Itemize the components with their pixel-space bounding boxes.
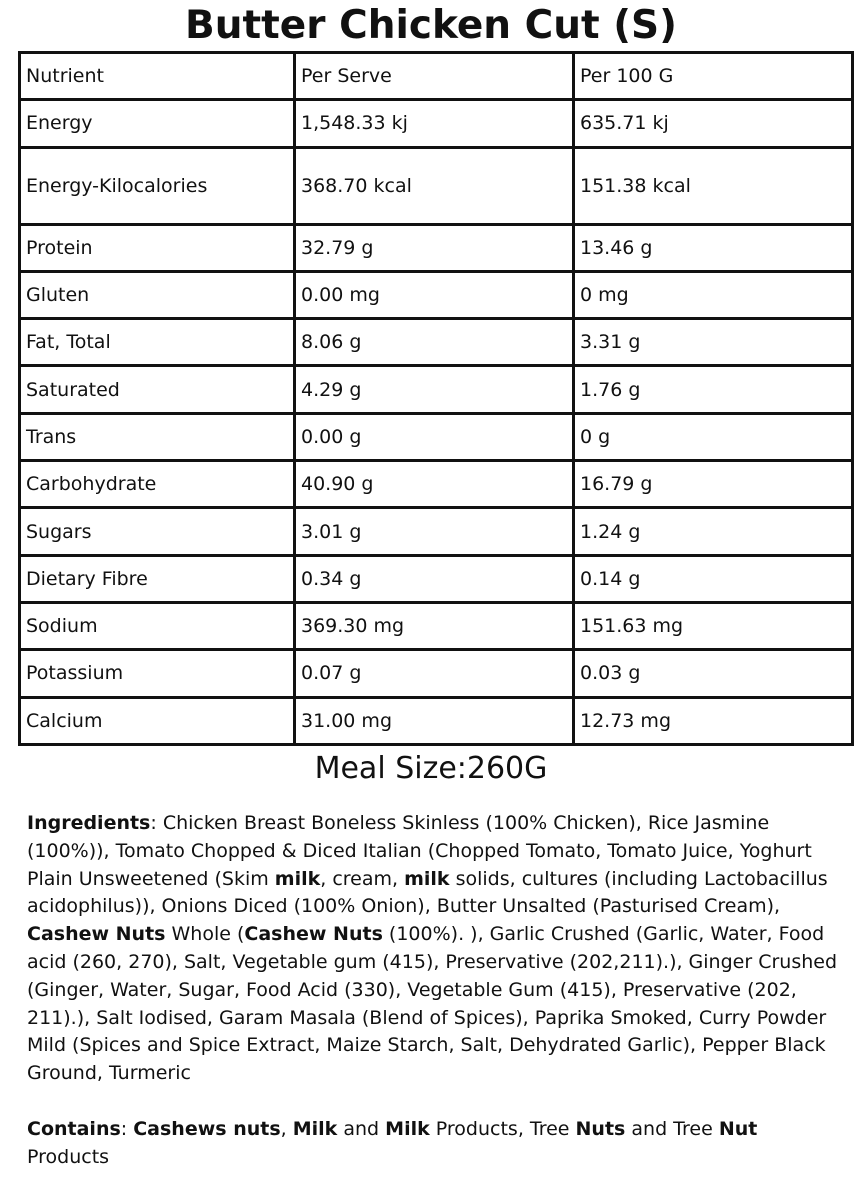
nutrient-name: Trans <box>20 413 295 460</box>
nutrient-name: Protein <box>20 224 295 271</box>
per-100g-value: 13.46 g <box>574 224 853 271</box>
allergen-highlight: Milk <box>292 1118 338 1140</box>
per-100g-value: 3.31 g <box>574 319 853 366</box>
per-100g-value: 16.79 g <box>574 461 853 508</box>
per-serve-value: 32.79 g <box>295 224 574 271</box>
per-100g-value: 0 g <box>574 413 853 460</box>
per-100g-value: 151.63 mg <box>574 602 853 649</box>
meal-size: Meal Size:260G <box>314 751 548 786</box>
header-per-100g: Per 100 G <box>574 53 853 100</box>
per-100g-value: 1.76 g <box>574 366 853 413</box>
ingredients-text <box>27 810 842 1088</box>
contains-label: Contains <box>27 1118 121 1140</box>
per-serve-value: 0.07 g <box>295 650 574 697</box>
ingredients-segment: (100%). ), Garlic Crushed (Garlic, Water, Food acid (260, 270), Salt, Vegetable gum (415), Preservative (202,211).), Ginger Crushed (Ginger, Water, Sugar, Food Acid (330), Vegetable Gum (415), Preservative (202, 211).), Salt Iodised, Garam Masala (Blend of Spices), Paprika Smoked, Curry Powder Mild (Spices and Spice Extract, Maize Starch, Salt, Dehydrated Garlic), Pepper Black Ground, Turmeric <box>27 923 838 1085</box>
header-per-serve: Per Serve <box>295 53 574 100</box>
nutrient-name: Gluten <box>20 271 295 318</box>
per-100g-value: 0.03 g <box>574 650 853 697</box>
per-100g-value: 0.14 g <box>574 555 853 602</box>
per-serve-value: 0.34 g <box>295 555 574 602</box>
table-row <box>20 602 853 649</box>
header-nutrient: Nutrient <box>20 53 295 100</box>
per-serve-value: 368.70 kcal <box>295 147 574 224</box>
ingredients-segment: Whole ( <box>165 923 245 946</box>
table-row <box>20 147 853 224</box>
table-row <box>20 271 853 318</box>
ingredients-segment: : Chicken Breast Boneless Skinless (100% Chicken), Rice Jasmine (100%)), Tomato Chopped & Diced Italian (Chopped Tomato, Tomato Juice, Yoghurt Plain Unsweetened (Skim <box>27 812 812 890</box>
nutrition-table <box>18 51 854 746</box>
table-row <box>20 461 853 508</box>
contains-segment: Products <box>27 1145 110 1168</box>
per-100g-value: 151.38 kcal <box>574 147 853 224</box>
allergen-highlight: milk <box>274 867 321 890</box>
table-header-row <box>20 53 853 100</box>
per-serve-value: 1,548.33 kj <box>295 100 574 147</box>
per-serve-value: 40.90 g <box>295 461 574 508</box>
nutrient-name: Potassium <box>20 650 295 697</box>
per-100g-value: 0 mg <box>574 271 853 318</box>
contains-segment: Products, Tree <box>429 1118 576 1140</box>
page-title: Butter Chicken Cut (S) <box>185 3 677 48</box>
table-row <box>20 224 853 271</box>
nutrient-name: Energy-Kilocalories <box>20 147 295 224</box>
ingredients-segment: , cream, <box>320 867 405 890</box>
ingredients-label: Ingredients <box>27 812 151 834</box>
table-row <box>20 508 853 555</box>
per-serve-value: 0.00 g <box>295 413 574 460</box>
contains-segment: and Tree <box>625 1118 719 1140</box>
nutrient-name: Fat, Total <box>20 319 295 366</box>
table-row <box>20 555 853 602</box>
allergen-highlight: Milk <box>385 1118 430 1140</box>
per-serve-value: 31.00 mg <box>295 697 574 744</box>
nutrient-name: Dietary Fibre <box>20 555 295 602</box>
per-100g-value: 1.24 g <box>574 508 853 555</box>
ingredients-segment: solids, cultures (including Lactobacillus acidophilus)), Onions Diced (100% Onion), Butter Unsalted (Pasturised Cream), <box>27 867 828 918</box>
per-serve-value: 3.01 g <box>295 508 574 555</box>
nutrient-name: Sodium <box>20 602 295 649</box>
nutrient-name: Energy <box>20 100 295 147</box>
allergen-highlight: Cashew Nuts <box>244 923 383 946</box>
contains-segment: : <box>120 1118 134 1140</box>
table-row <box>20 650 853 697</box>
allergen-highlight: Nuts <box>575 1118 626 1140</box>
nutrient-name: Carbohydrate <box>20 461 295 508</box>
per-100g-value: 635.71 kj <box>574 100 853 147</box>
nutrient-name: Sugars <box>20 508 295 555</box>
per-serve-value: 4.29 g <box>295 366 574 413</box>
per-serve-value: 369.30 mg <box>295 602 574 649</box>
contains-segment: and <box>337 1118 386 1140</box>
allergen-highlight: Cashews nuts <box>133 1118 281 1140</box>
nutrient-name: Saturated <box>20 366 295 413</box>
contains-segment: , <box>280 1118 293 1140</box>
allergen-highlight: Nut <box>718 1118 758 1140</box>
contains-text <box>27 1116 842 1172</box>
table-row <box>20 100 853 147</box>
per-serve-value: 0.00 mg <box>295 271 574 318</box>
table-row <box>20 413 853 460</box>
table-row <box>20 366 853 413</box>
nutrient-name: Calcium <box>20 697 295 744</box>
per-100g-value: 12.73 mg <box>574 697 853 744</box>
table-row <box>20 319 853 366</box>
per-serve-value: 8.06 g <box>295 319 574 366</box>
table-row <box>20 697 853 744</box>
allergen-highlight: Cashew Nuts <box>27 923 166 946</box>
allergen-highlight: milk <box>404 867 450 890</box>
